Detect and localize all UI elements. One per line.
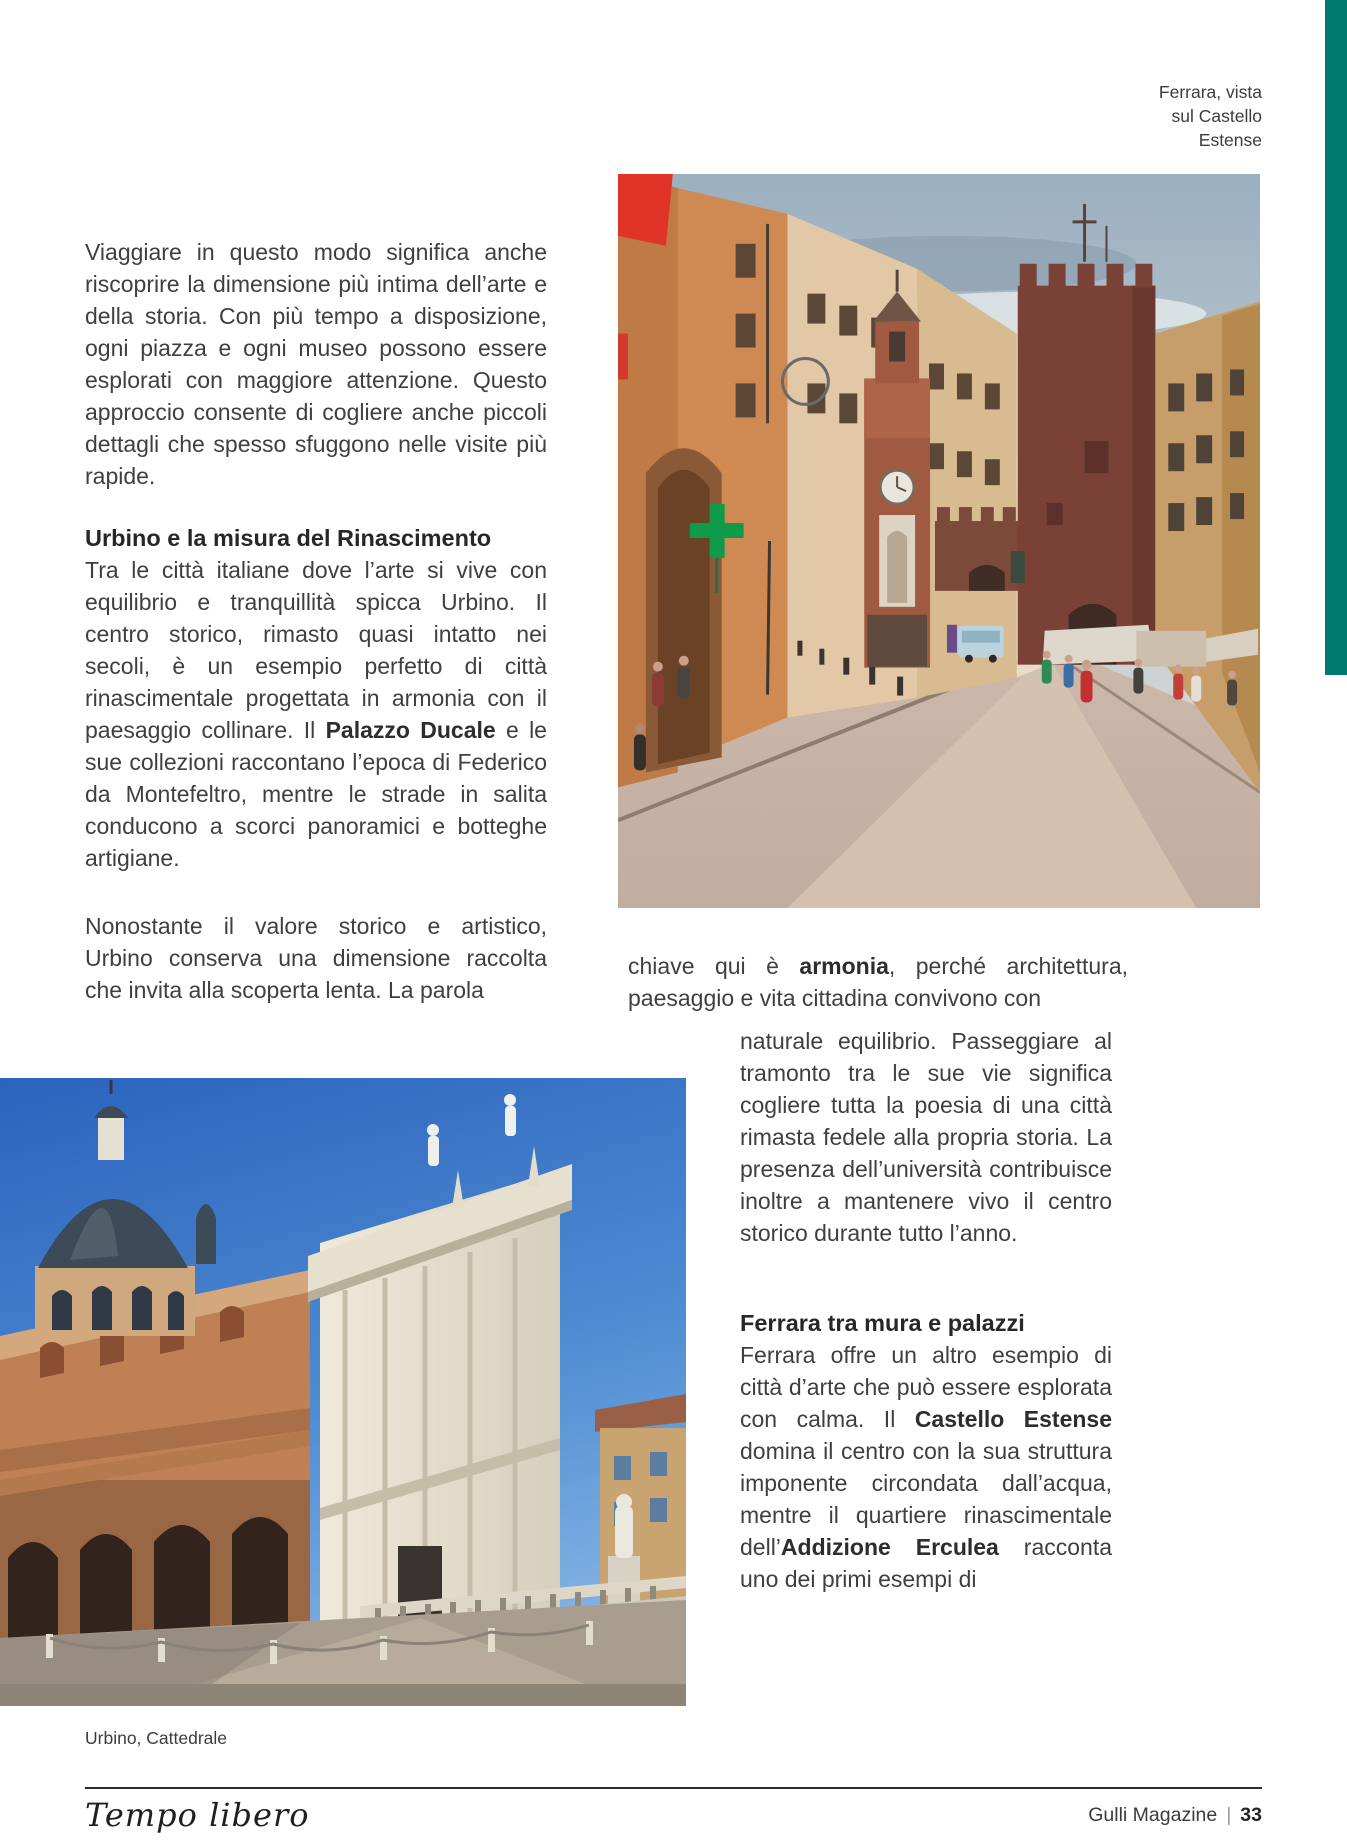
footer-divider [85,1787,1262,1789]
accent-strip [1325,0,1347,675]
bold-addizione-erculea: Addizione Erculea [780,1534,999,1560]
text-run: chiave qui è [628,953,800,979]
text-run: domina il centro con la sua struttura imponente circondata dall’acqua, mentre il quartiere rinascimentale dell’ [740,1438,1112,1560]
footer-magazine-info [1088,1804,1262,1827]
section-heading-urbino: Urbino e la misura del Rinascimento [85,525,492,551]
text-run: Tra le città italiane dove l’arte si vive con equilibrio e tranquillità spicca Urbino. Il centro storico, rimasto quasi intatto nei secoli, è un esempio perfetto di città rinascimentale progettata in armonia con il paesaggio collinare. Il [85,557,547,743]
bold-palazzo-ducale: Palazzo Ducale [325,717,496,743]
paragraph-urbino [85,554,547,874]
text-run: Nonostante il valore storico e artistico, Urbino conserva una dimensione raccolta che invita alla scoperta lenta. La parola [85,913,547,1003]
text-run: racconta uno dei primi esempi di [740,1534,1112,1592]
text-run: Ferrara offre un altro esempio di città d’arte che può essere esplorata con calma. Il [740,1342,1112,1432]
magazine-name: Gulli Magazine [1088,1804,1218,1826]
footer-separator: | [1226,1804,1232,1826]
text-run: , perché architettura, paesaggio e vita cittadina convivono con [628,953,1129,1011]
urbino-photo-illustration [0,1078,686,1706]
text-run: e le sue collezioni raccontano l’epoca di Federico da Montefeltro, mentre le strade in salita conducono a scorci panoramici e botteghe artigiane. [85,717,547,871]
right-text-column-full [628,950,1128,1014]
right-text-column-wrapped [740,1025,1112,1249]
paragraph-armonia [628,950,1128,1014]
paragraph-urbino-2 [85,910,547,1006]
text-run: Viaggiare in questo modo significa anche riscoprire la dimensione più intima dell’arte e della storia. Con più tempo a disposizione, ogni piazza e ogni museo possono essere esplorati con maggiore attenzione. Questo approccio consente di cogliere anche piccoli dettagli che spesso sfuggono nelle visite più rapide. [85,239,547,489]
photo-caption-ferrara: Ferrara, vista sul Castello Estense [1158,82,1262,150]
section-heading-ferrara: Ferrara tra mura e palazzi [740,1310,1025,1336]
paragraph-armonia-2 [740,1025,1112,1249]
ferrara-street-photo [618,174,1260,908]
paragraph-ferrara [740,1339,1112,1595]
urbino-cathedral-photo [0,1078,686,1706]
footer-section-label: Tempo libero [85,1796,310,1834]
right-text-column-ferrara [740,1339,1112,1595]
text-run: naturale equilibrio. Passeggiare al tramonto tra le sue vie significa cogliere tutta la poesia di una città rimasta fedele alla propria storia. La presenza dell’università contribuisce inoltre a mantenere vivo il centro storico durante tutto l’anno. [740,1028,1112,1246]
ferrara-photo-illustration [618,174,1260,908]
bold-armonia: armonia [799,953,889,979]
paragraph-intro [85,236,547,492]
left-text-column [85,236,547,1006]
photo-caption-urbino: Urbino, Cattedrale [85,1728,228,1748]
bold-castello-estense: Castello Estense [914,1406,1112,1432]
page-number: 33 [1240,1804,1262,1826]
